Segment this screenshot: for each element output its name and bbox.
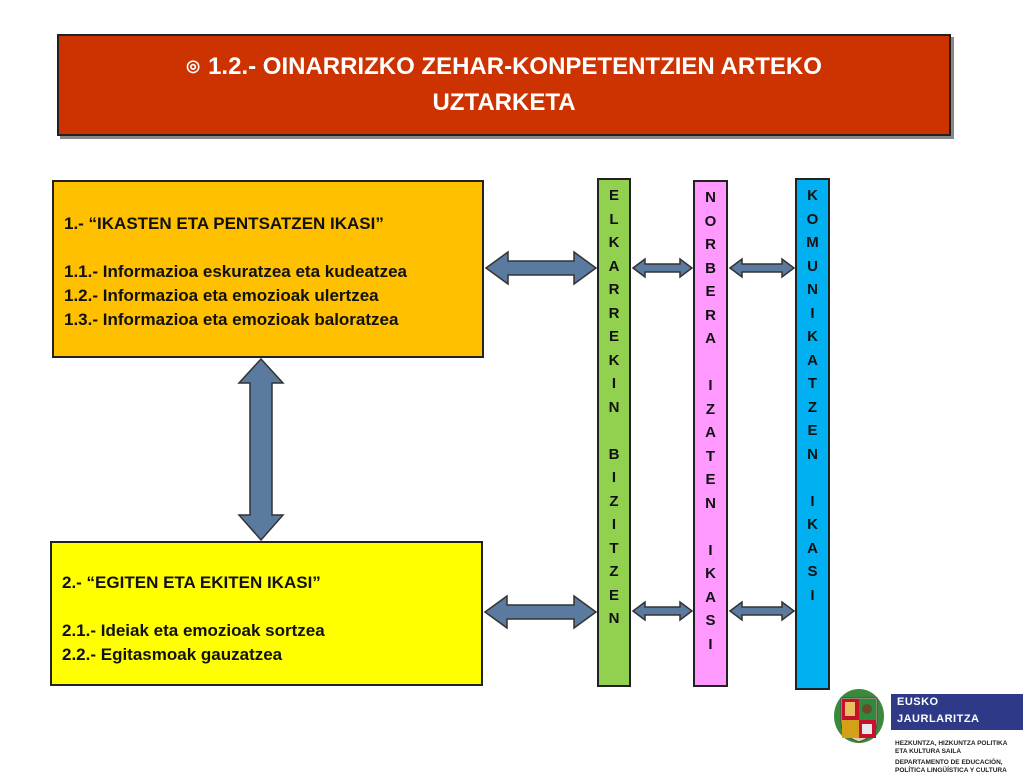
vertical-double-arrow-icon <box>239 359 283 540</box>
double-arrow-icon <box>486 252 596 284</box>
bar-letter: R <box>705 306 716 324</box>
box1-item: 1.1.- Informazioa eskuratzea eta kudeatzea <box>64 262 407 281</box>
bar-letter: K <box>608 234 620 251</box>
bar-letter: N <box>807 281 818 298</box>
bar-letter: N <box>705 189 716 206</box>
box2-heading: 2.- “EGITEN ETA EKITEN IKASI” <box>62 573 321 592</box>
bar-letter: I <box>810 586 815 604</box>
bar-letter: A <box>608 257 620 275</box>
bar-letter: Z <box>807 398 818 416</box>
double-arrow-icon <box>730 259 794 277</box>
bar-letter: E <box>705 283 716 300</box>
bar-letter: T <box>807 375 818 392</box>
bar-letter: N <box>608 398 620 416</box>
logo-text-1: EUSKO JAURLARITZA <box>897 696 980 725</box>
bar-letter: I <box>611 375 617 392</box>
bar-letter: U <box>807 257 818 275</box>
bar-letter: N <box>807 445 818 463</box>
bar-letter: A <box>705 424 716 441</box>
bar-letter: I <box>708 541 713 559</box>
box1-item: 1.2.- Informazioa eta emozioak ulertzea <box>64 286 379 305</box>
bar-letter: R <box>608 304 620 322</box>
box2-item: 2.1.- Ideiak eta emozioak sortzea <box>62 621 325 640</box>
bar-letter: S <box>807 563 818 580</box>
bar-letter: K <box>807 328 818 345</box>
bar-letter: I <box>810 304 815 322</box>
bar-letter: N <box>608 610 620 627</box>
bar-letter: Z <box>609 563 619 580</box>
bar-letter: T <box>705 447 716 465</box>
double-arrow-icon <box>485 596 596 628</box>
bar-letter: I <box>810 492 815 510</box>
bar-letter: L <box>609 210 619 228</box>
double-arrow-icon <box>633 259 692 277</box>
bar-letter: I <box>611 469 617 486</box>
bar-letter: O <box>704 212 717 230</box>
bar-letter: E <box>608 328 619 345</box>
box1-item: 1.3.- Informazioa eta emozioak baloratzea <box>64 310 399 329</box>
bar-letter: I <box>708 635 713 653</box>
logo-dept-basque-1: HEZKUNTZA, HIZKUNTZA POLITIKA <box>895 740 1008 747</box>
bar-letter: Z <box>609 492 619 510</box>
bar-letter: A <box>705 588 716 606</box>
bar-letter: E <box>608 586 619 604</box>
logo-text-2: GOBIERNO VASCO <box>897 730 1006 742</box>
bar-letter: S <box>705 612 716 629</box>
bar-letter: K <box>807 187 818 204</box>
bar-letter: A <box>705 330 716 347</box>
bar-letter: I <box>611 516 617 533</box>
bar-letter: A <box>807 351 818 369</box>
bar-letter: B <box>705 259 716 277</box>
logo-dept-spanish-1: DEPARTAMENTO DE EDUCACIÓN, <box>895 759 1003 766</box>
logo-band <box>891 694 1023 742</box>
bar-letter: M <box>806 234 819 251</box>
double-arrow-icon <box>730 602 794 620</box>
bullet-icon: ◎ <box>186 58 201 76</box>
logo-dept-spanish-2: POLÍTICA LINGÜÍSTICA Y CULTURA <box>895 767 1007 774</box>
bar-letter: I <box>708 377 713 394</box>
bar-letter: R <box>608 281 620 298</box>
bar-letter: B <box>608 445 620 463</box>
bar-letter: K <box>608 351 620 369</box>
box2-item: 2.2.- Egitasmoak gauzatzea <box>62 645 283 664</box>
bar-letter: R <box>705 236 716 253</box>
bar-letter: A <box>807 539 818 557</box>
bar-letter: E <box>807 422 818 439</box>
bar-letter: T <box>609 539 619 557</box>
government-logo <box>833 688 1023 774</box>
bar-letter: O <box>806 210 819 228</box>
logo-dept-basque-2: ETA KULTURA SAILA <box>895 748 962 755</box>
bar-letter: N <box>705 494 716 512</box>
box1-heading: 1.- “IKASTEN ETA PENTSATZEN IKASI” <box>64 214 384 233</box>
double-arrow-icon <box>633 602 692 620</box>
bar-letter: K <box>807 516 818 533</box>
title-line-2: UZTARKETA <box>432 89 576 117</box>
bar-letter: E <box>608 187 619 204</box>
bar-letter: E <box>705 471 716 488</box>
bar-letter: Z <box>705 400 716 418</box>
title-text-1: 1.2.- OINARRIZKO ZEHAR-KONPETENTZIEN ARTEKO <box>208 52 822 80</box>
coat-of-arms-icon <box>833 688 885 744</box>
bar-letter: K <box>705 565 716 582</box>
